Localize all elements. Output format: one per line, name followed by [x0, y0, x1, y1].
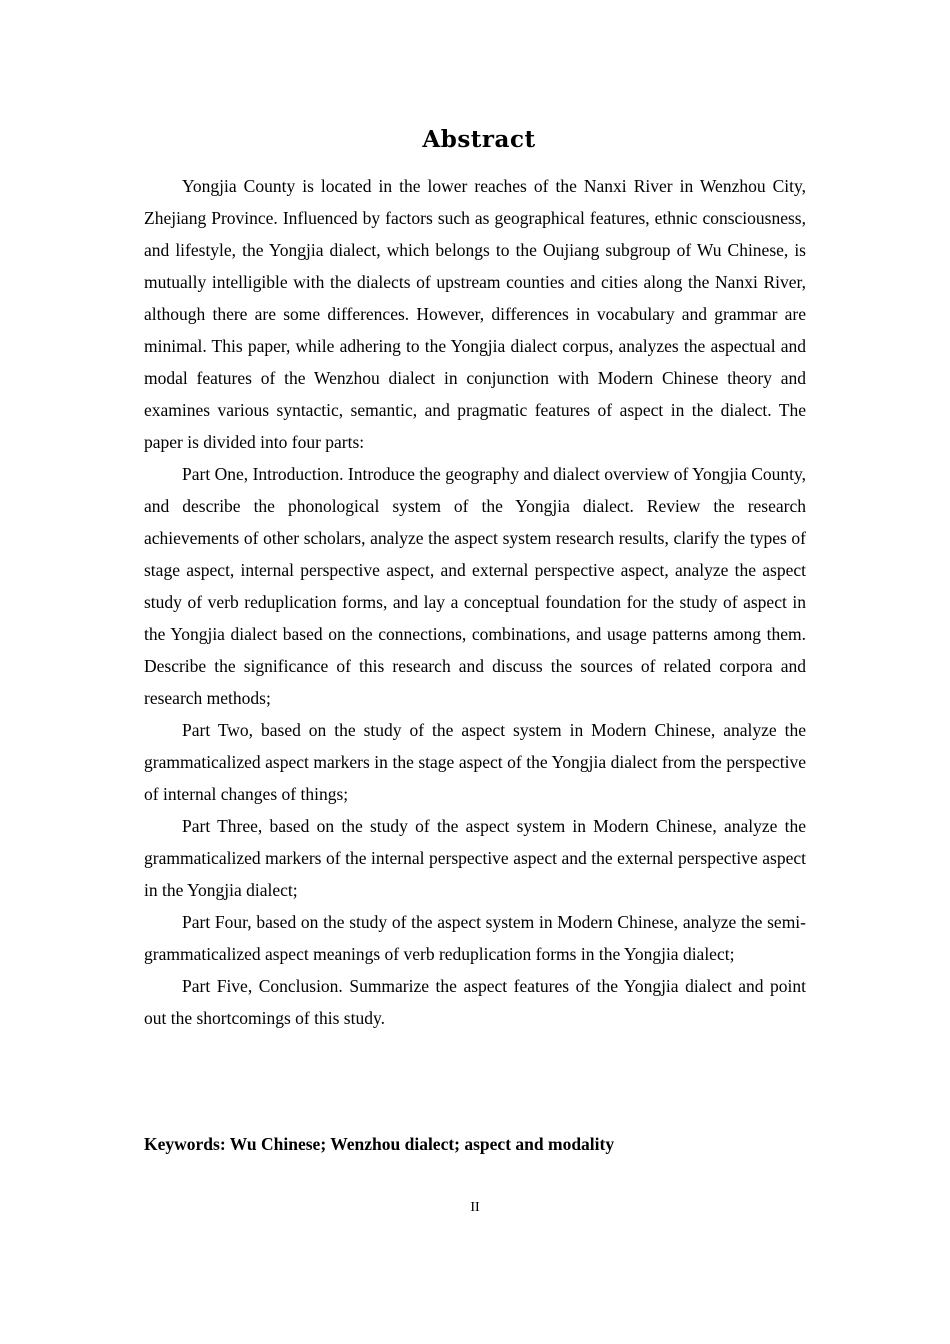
abstract-paragraph-part-one: Part One, Introduction. Introduce the geography and dialect overview of Yongjia County, and describe the phonological system of the Yongjia dialect. Review the research achievements of other scholars, analyze the aspect system research results, clarify the types of stage aspect, internal perspective aspect, and external perspective aspect, analyze the aspect study of verb reduplication forms, and lay a conceptual foundation for the study of aspect in the Yongjia dialect based on the connections, combinations, and usage patterns among them. Describe the significance of this research and discuss the sources of related corpora and research methods; [144, 464, 806, 708]
abstract-body [144, 170, 806, 1034]
page-number: II [470, 1200, 480, 1215]
abstract-paragraph-intro: Yongjia County is located in the lower reaches of the Nanxi River in Wenzhou City, Zhejiang Province. Influenced by factors such as geographical features, ethnic consciousness, and lifestyle, the Yongjia dialect, which belongs to the Oujiang subgroup of Wu Chinese, is mutually intelligible with the dialects of upstream counties and cities along the Nanxi River, although there are some differences. However, differences in vocabulary and grammar are minimal. This paper, while adhering to the Yongjia dialect corpus, analyzes the aspectual and modal features of the Wenzhou dialect in conjunction with Modern Chinese theory and examines various syntactic, semantic, and pragmatic features of aspect in the dialect. The paper is divided into four parts: [144, 176, 806, 452]
abstract-title: Abstract [422, 126, 536, 153]
keywords-line: Keywords: Wu Chinese; Wenzhou dialect; aspect and modality [144, 1134, 615, 1154]
abstract-paragraph-part-three: Part Three, based on the study of the aspect system in Modern Chinese, analyze the grammaticalized markers of the internal perspective aspect and the external perspective aspect in the Yongjia dialect; [144, 816, 806, 900]
abstract-paragraph-part-two: Part Two, based on the study of the aspect system in Modern Chinese, analyze the grammaticalized aspect markers in the stage aspect of the Yongjia dialect from the perspective of internal changes of things; [144, 720, 806, 804]
abstract-paragraph-part-five: Part Five, Conclusion. Summarize the aspect features of the Yongjia dialect and point out the shortcomings of this study. [144, 976, 806, 1028]
abstract-paragraph-part-four: Part Four, based on the study of the aspect system in Modern Chinese, analyze the semi-grammaticalized aspect meanings of verb reduplication forms in the Yongjia dialect; [144, 912, 806, 964]
